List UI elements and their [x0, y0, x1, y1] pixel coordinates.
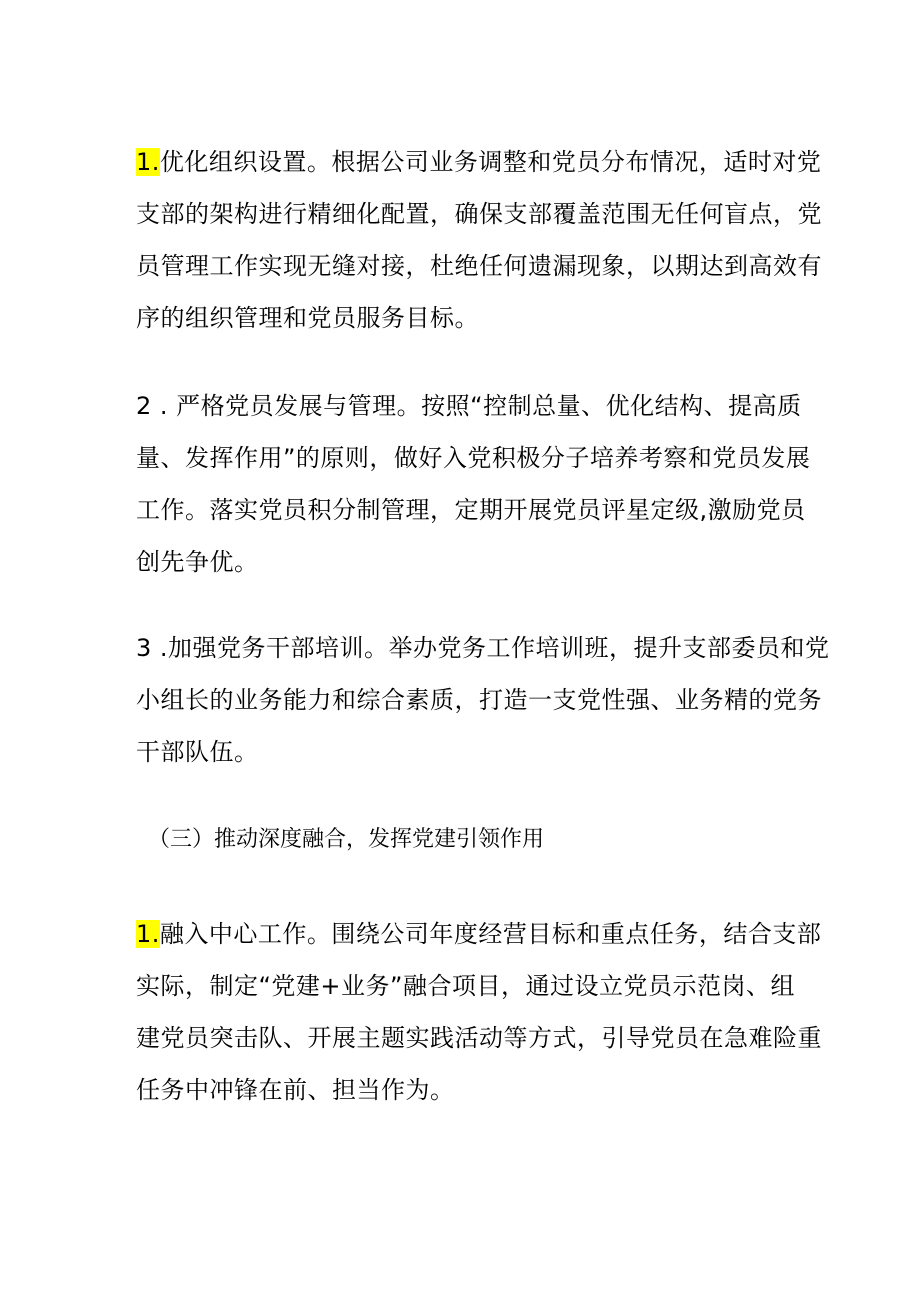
line-text: . 严格党员发展与管理。按照“控制总量、优化结构、提高质	[151, 392, 802, 420]
paragraph-line: 员管理工作实现无缝对接，杜绝任何遗漏现象，以期达到高效有	[136, 252, 822, 280]
paragraph-line: 任务中冲锋在前、担当作为。	[136, 1076, 455, 1104]
paragraph-line: 建党员突击队、开展主题实践活动等方式，引导党员在急难险重	[136, 1024, 822, 1052]
paragraph-central-work	[136, 908, 822, 1116]
paragraph-optimize-organization	[136, 136, 822, 344]
paragraph-line	[136, 908, 822, 960]
list-number: 2	[136, 392, 152, 420]
paragraph-line: 量、发挥作用”的原则，做好入党积极分子培养考察和党员发展	[136, 444, 811, 472]
paragraph-line	[136, 380, 802, 432]
paragraph-line: 工作。落实党员积分制管理，定期开展党员评星定级,激励党员	[136, 496, 806, 524]
list-number: 3	[136, 634, 152, 662]
paragraph-line: 支部的架构进行精细化配置，确保支部覆盖范围无任何盲点，党	[136, 200, 822, 228]
paragraph-line: 序的组织管理和党员服务目标。	[136, 304, 479, 332]
paragraph-member-development	[136, 380, 811, 588]
paragraph-line: 干部队伍。	[136, 738, 259, 766]
highlighted-list-number: 1.	[136, 920, 160, 948]
line-text: 优化组织设置。根据公司业务调整和党员分布情况，适时对党	[159, 148, 822, 176]
paragraph-line: 创先争优。	[136, 548, 259, 576]
highlighted-list-number: 1.	[136, 148, 160, 176]
section-heading: （三）推动深度融合，发挥党建引领作用	[148, 827, 545, 852]
paragraph-line: 实际，制定“党建+业务”融合项目，通过设立党员示范岗、组	[136, 972, 795, 1000]
line-text: .加强党务干部培训。举办党务工作培训班，提升支部委员和党	[151, 634, 830, 662]
paragraph-line	[136, 622, 830, 674]
paragraph-line	[136, 136, 822, 188]
paragraph-line: 小组长的业务能力和综合素质，打造一支党性强、业务精的党务	[136, 686, 822, 714]
paragraph-cadre-training	[136, 622, 830, 778]
line-text: 融入中心工作。围绕公司年度经营目标和重点任务，结合支部	[159, 920, 822, 948]
